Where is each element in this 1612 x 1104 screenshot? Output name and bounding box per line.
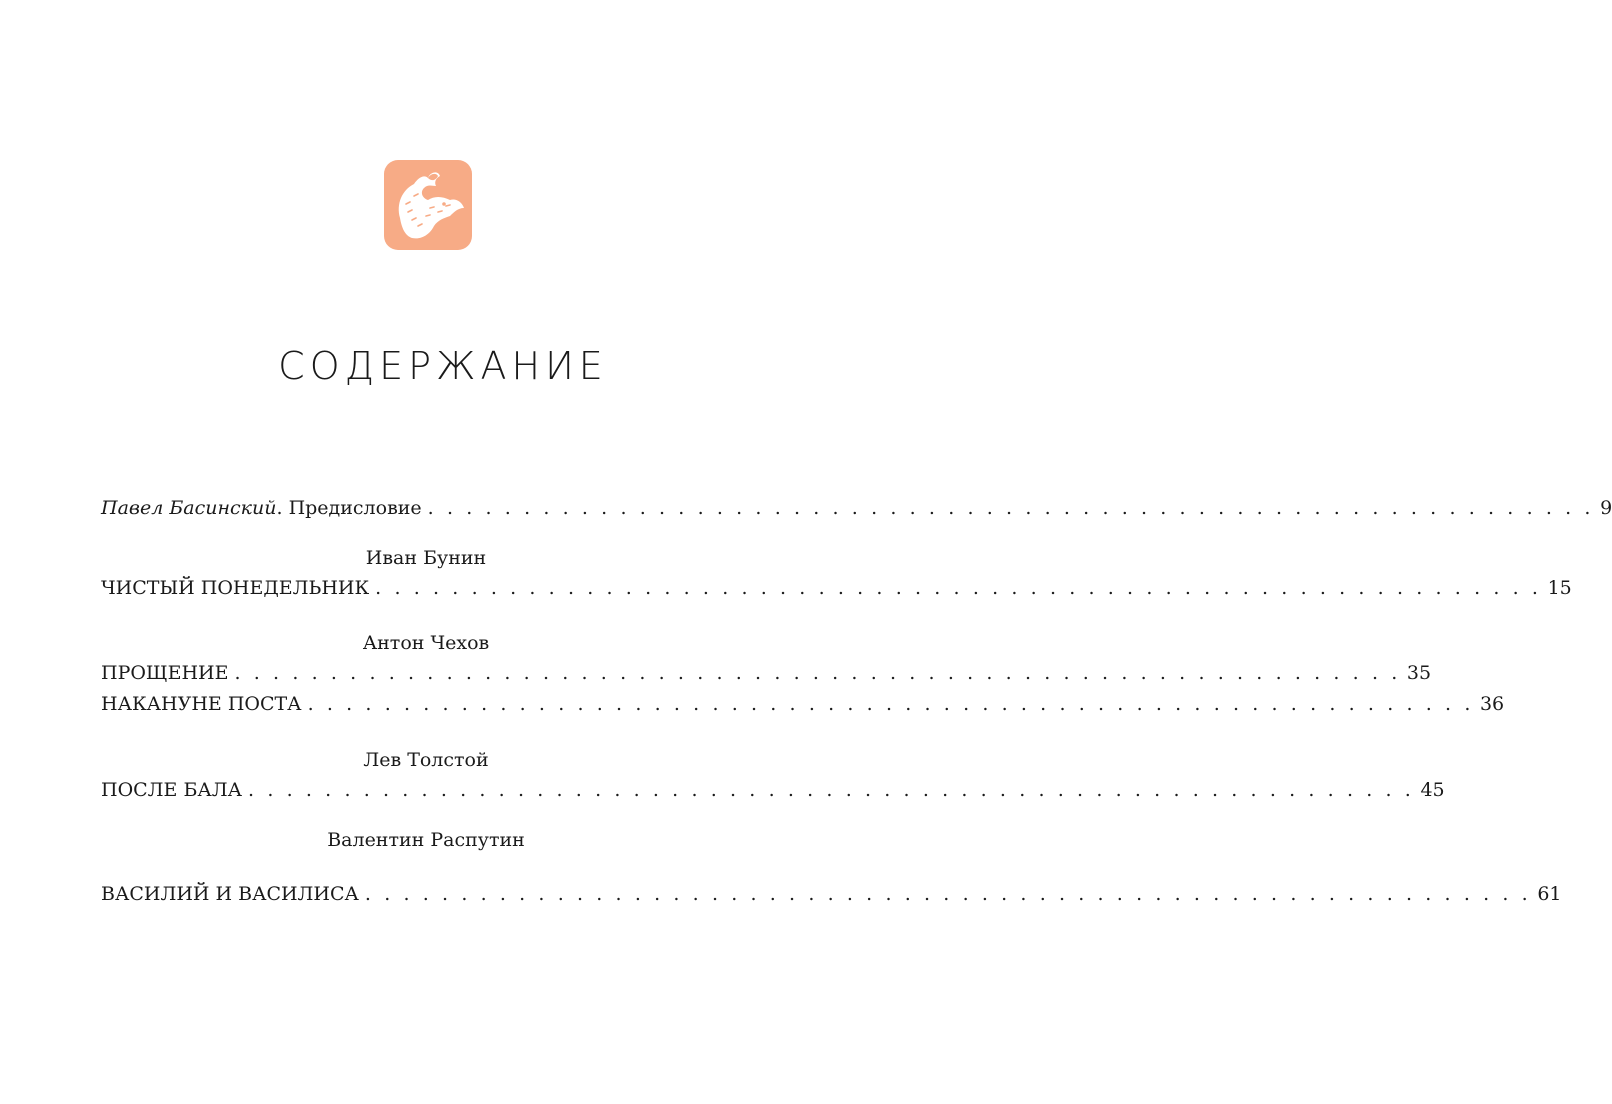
section-author: Иван Бунин [365, 547, 487, 569]
section-author: Антон Чехов [362, 632, 490, 654]
toc-entry-preface[interactable] [101, 493, 1612, 523]
toc-entry-title: ЧИСТЫЙ ПОНЕДЕЛЬНИК [101, 577, 370, 599]
toc-entry-title: ПРОЩЕНИЕ [101, 662, 229, 684]
dot-leader: . . . . . . . . . . . . . . . . . . . . . . . . . . . . . . . . . . . . . . . . . . . . . . . . . . . . . . . . . . . . . [375, 577, 1542, 599]
section-author: Валентин Распутин [327, 829, 525, 851]
toc-entry-title [101, 493, 422, 523]
toc-entry[interactable] [101, 573, 1572, 603]
dot-leader: . . . . . . . . . . . . . . . . . . . . . . . . . . . . . . . . . . . . . . . . . . . . . . . . . . . . . . . . . . . . . [364, 883, 1532, 905]
toc-entry[interactable] [101, 775, 1445, 805]
page-title: СОДЕРЖАНИЕ [278, 344, 608, 388]
preface-separator: . [276, 497, 283, 519]
toc-entry-title: ВАСИЛИЙ И ВАСИЛИСА [101, 883, 359, 905]
toc-entry[interactable] [101, 689, 1505, 719]
toc-entry-title: НАКАНУНЕ ПОСТА [101, 693, 302, 715]
preface-author: Павел Басинский [101, 497, 277, 519]
toc-entry-page: 61 [1537, 883, 1562, 905]
toc-entry-page: 9 [1600, 497, 1612, 519]
dot-leader: . . . . . . . . . . . . . . . . . . . . . . . . . . . . . . . . . . . . . . . . . . . . . . . . . . . . . . . . . . . . . [248, 779, 1415, 801]
toc-entry[interactable] [101, 658, 1432, 688]
toc-entry[interactable] [101, 879, 1562, 909]
toc-entry-page: 45 [1420, 779, 1445, 801]
bird-logo-icon [384, 160, 472, 250]
toc-entry-page: 15 [1547, 577, 1572, 599]
section-author: Лев Толстой [363, 749, 489, 771]
dot-leader: . . . . . . . . . . . . . . . . . . . . . . . . . . . . . . . . . . . . . . . . . . . . . . . . . . . . . . . . . . . . . [234, 662, 1401, 684]
dot-leader: . . . . . . . . . . . . . . . . . . . . . . . . . . . . . . . . . . . . . . . . . . . . . . . . . . . . . . . . . . . . . [307, 693, 1474, 715]
toc-entry-page: 35 [1406, 662, 1432, 684]
preface-label: Предисловие [288, 497, 422, 519]
dot-leader: . . . . . . . . . . . . . . . . . . . . . . . . . . . . . . . . . . . . . . . . . . . . . . . . . . . . . . . . . . . . . [427, 497, 1595, 519]
toc-entry-title: ПОСЛЕ БАЛА [101, 779, 243, 801]
toc-entry-page: 36 [1479, 693, 1505, 715]
